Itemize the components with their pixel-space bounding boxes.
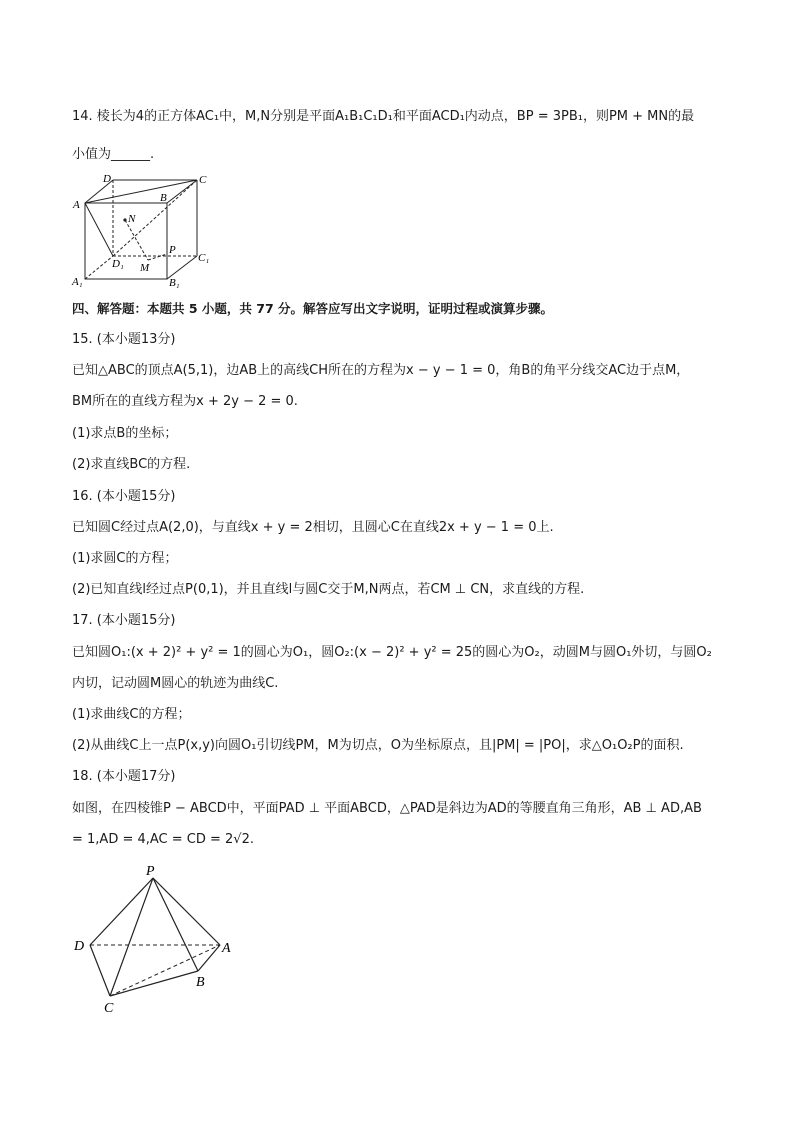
q14-label-A: A bbox=[73, 199, 80, 211]
q15-line2: BM所在的直线方程为x + 2y − 2 = 0. bbox=[72, 394, 298, 409]
q14-cube-figure bbox=[70, 170, 220, 290]
q17-part2: (2)从曲线C上一点P(x,y)向圆O₁引切线PM，M为切点，O为坐标原点，且|PM| = |PO|，求△O₁O₂P的面积. bbox=[72, 738, 684, 753]
q14-line2: 小值为______. bbox=[72, 147, 155, 162]
q18-label-A: A bbox=[222, 941, 231, 956]
q17-line2: 内切，记动圆M圆心的轨迹为曲线C. bbox=[72, 676, 279, 691]
section4-heading: 四、解答题：本题共 5 小题，共 77 分。解答应写出文字说明，证明过程或演算步骤。 bbox=[72, 301, 554, 316]
q18-label-C: C bbox=[104, 1001, 114, 1016]
q18-label-P: P bbox=[146, 864, 155, 879]
q17-line1: 已知圆O₁:(x + 2)² + y² = 1的圆心为O₁，圆O₂:(x − 2)² + y² = 25的圆心为O₂，动圆M与圆O₁外切，与圆O₂ bbox=[72, 645, 712, 660]
q18-label-B: B bbox=[196, 975, 205, 990]
q16-part2: (2)已知直线l经过点P(0,1)，并且直线l与圆C交于M,N两点，若CM ⊥ CN，求直线的方程. bbox=[72, 582, 585, 597]
q18-header: 18. (本小题17分) bbox=[72, 769, 176, 784]
q14-label-D1: D₁ bbox=[112, 258, 124, 270]
q17-part1: (1)求曲线C的方程； bbox=[72, 707, 191, 722]
q16-part1: (1)求圆C的方程； bbox=[72, 551, 178, 566]
q15-part2: (2)求直线BC的方程. bbox=[72, 457, 191, 472]
q14-label-A1: A₁ bbox=[72, 276, 83, 288]
q14-label-B: B bbox=[160, 192, 167, 204]
q15-part1: (1)求点B的坐标； bbox=[72, 426, 178, 441]
q18-label-D: D bbox=[74, 939, 85, 954]
q18-pyramid-figure bbox=[70, 860, 250, 1020]
q14-label-D: D bbox=[103, 173, 111, 185]
q17-header: 17. (本小题15分) bbox=[72, 613, 176, 628]
q15-line1: 已知△ABC的顶点A(5,1)，边AB上的高线CH所在的方程为x − y − 1 = 0，角B的角平分线交AC边于点M， bbox=[72, 363, 690, 378]
q14-label-C: C bbox=[199, 174, 207, 186]
q14-line1: 14. 棱长为4的正方体AC₁中，M,N分别是平面A₁B₁C₁D₁和平面ACD₁内动点，BP = 3PB₁，则PM + MN的最 bbox=[72, 109, 695, 124]
q14-label-B1: B₁ bbox=[169, 277, 180, 289]
q14-label-C1: C₁ bbox=[198, 252, 210, 264]
q16-header: 16. (本小题15分) bbox=[72, 489, 176, 504]
q14-label-M: M bbox=[140, 262, 150, 274]
q18-line2: = 1,AD = 4,AC = CD = 2√2. bbox=[72, 832, 254, 847]
q16-line1: 已知圆C经过点A(2,0)，与直线x + y = 2相切，且圆心C在直线2x + y − 1 = 0上. bbox=[72, 520, 554, 535]
q15-header: 15. (本小题13分) bbox=[72, 332, 176, 347]
q14-label-P: P bbox=[169, 244, 176, 256]
q14-label-N: N bbox=[128, 213, 136, 225]
q18-line1: 如图，在四棱锥P − ABCD中，平面PAD ⊥ 平面ABCD，△PAD是斜边为AD的等腰直角三角形，AB ⊥ AD,AB bbox=[72, 801, 702, 816]
